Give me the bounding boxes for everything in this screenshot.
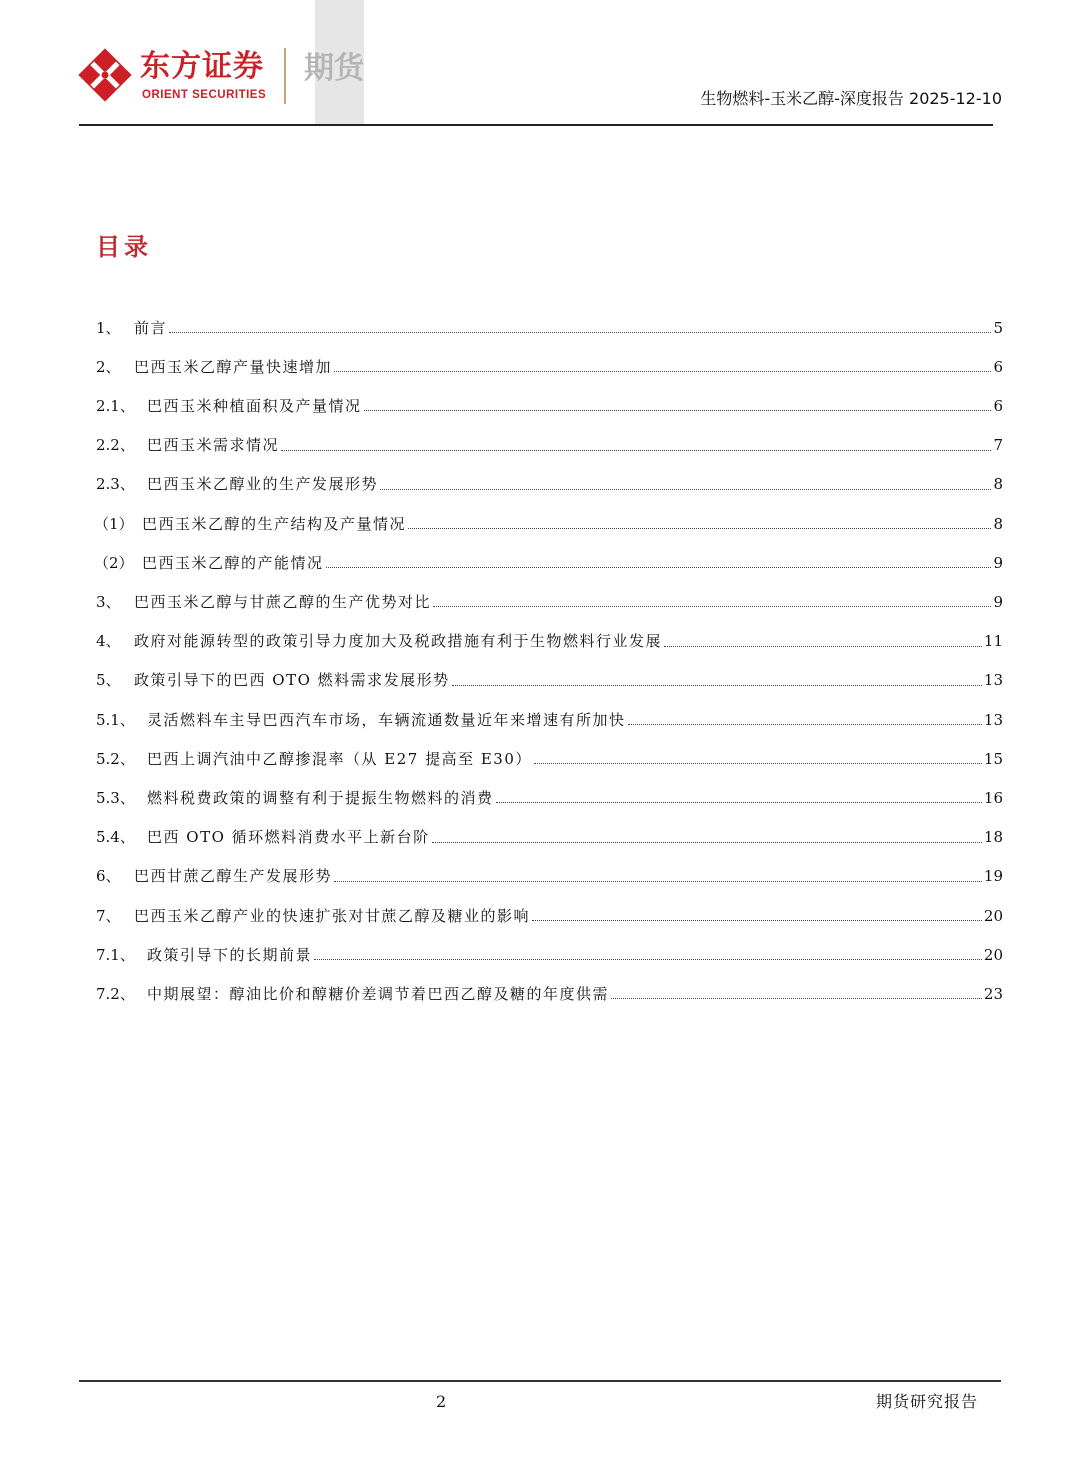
toc-entry-page: 15 (983, 749, 1003, 768)
report-title: 生物燃料-玉米乙醇-深度报告 2025-12-10 (700, 89, 1002, 108)
toc-entry-number: 4、 (96, 632, 121, 651)
toc-entry-title: 前言 (134, 318, 168, 337)
toc-dot-leader (314, 959, 982, 960)
toc-entry-title: 巴西上调汽油中乙醇掺混率（从 E27 提高至 E30） (147, 749, 532, 768)
toc-entry-page: 8 (993, 514, 1003, 533)
toc-entry-number: 5、 (96, 671, 121, 690)
toc-entry[interactable] (96, 582, 1003, 621)
toc-entry-number: （2） (94, 553, 134, 572)
toc-entry-title: 燃料税费政策的调整有利于提振生物燃料的消费 (147, 788, 494, 807)
toc-entry-number: 5.1、 (96, 710, 135, 729)
toc-entry[interactable] (96, 543, 1003, 582)
toc-entry-page: 19 (983, 867, 1003, 886)
toc-entry-page: 7 (993, 436, 1003, 455)
toc-entry-page: 20 (983, 945, 1003, 964)
toc-dot-leader (496, 802, 982, 803)
toc-entry-number: 5.4、 (96, 828, 135, 847)
toc-entry[interactable] (96, 661, 1003, 700)
toc-entry-page: 6 (993, 396, 1003, 415)
toc-entry-title: 巴西玉米乙醇产量快速增加 (134, 357, 333, 376)
toc-entry[interactable] (96, 818, 1003, 857)
toc-entry[interactable] (96, 896, 1003, 935)
toc-entry-title: 政策引导下的长期前景 (147, 945, 313, 964)
header-divider (79, 124, 993, 126)
toc-heading: 目录 (96, 232, 152, 261)
toc-entry-page: 13 (983, 671, 1003, 690)
toc-entry-title: 中期展望：醇油比价和醇糖价差调节着巴西乙醇及糖的年度供需 (147, 984, 610, 1003)
toc-entry-page: 11 (983, 632, 1003, 651)
toc-dot-leader (532, 920, 982, 921)
toc-dot-leader (432, 842, 982, 843)
toc-entry[interactable] (96, 504, 1003, 543)
toc-entry-number: 7.1、 (96, 945, 135, 964)
orient-securities-logo-icon (76, 46, 134, 104)
toc-entry[interactable] (96, 857, 1003, 896)
brand-name-chinese: 东方证券 (140, 49, 264, 84)
toc-dot-leader (364, 410, 992, 411)
toc-entry[interactable] (96, 974, 1003, 1013)
toc-entry-page: 9 (993, 553, 1003, 572)
toc-entry-title: 巴西玉米乙醇与甘蔗乙醇的生产优势对比 (134, 592, 432, 611)
toc-entry-page: 6 (993, 357, 1003, 376)
toc-entry-number: 2、 (96, 357, 121, 376)
toc-entry-number: 2.1、 (96, 396, 135, 415)
toc-entry-number: 1、 (96, 318, 121, 337)
toc-entry-title: 政策引导下的巴西 OTO 燃料需求发展形势 (134, 671, 450, 690)
toc-dot-leader (334, 371, 991, 372)
toc-entry-number: 5.3、 (96, 788, 135, 807)
toc-entry[interactable] (96, 700, 1003, 739)
toc-entry-title: 巴西玉米种植面积及产量情况 (147, 396, 362, 415)
toc-entry[interactable] (96, 739, 1003, 778)
toc-entry-title: 政府对能源转型的政策引导力度加大及税政措施有利于生物燃料行业发展 (134, 632, 663, 651)
toc-entry[interactable] (96, 386, 1003, 425)
footer-divider (79, 1380, 1001, 1382)
brand-divider (284, 48, 286, 104)
toc-entry-title: 巴西玉米需求情况 (147, 436, 280, 455)
toc-entry-title: 巴西 OTO 循环燃料消费水平上新台阶 (147, 828, 430, 847)
toc-entry-title: 巴西玉米乙醇业的生产发展形势 (147, 475, 379, 494)
toc-dot-leader (452, 685, 982, 686)
toc-entry-number: 3、 (96, 592, 121, 611)
toc-dot-leader (534, 763, 982, 764)
toc-entry-page: 20 (983, 906, 1003, 925)
toc-dot-leader (628, 724, 982, 725)
toc-entry-page: 16 (983, 788, 1003, 807)
toc-entry-page: 23 (983, 984, 1003, 1003)
toc-dot-leader (334, 881, 982, 882)
footer-label: 期货研究报告 (875, 1392, 978, 1411)
toc-entry[interactable] (96, 308, 1003, 347)
toc-dot-leader (664, 646, 982, 647)
toc-entry-number: （1） (94, 514, 134, 533)
toc-dot-leader (326, 567, 992, 568)
toc-entry[interactable] (96, 622, 1003, 661)
toc-entry-number: 6、 (96, 867, 121, 886)
brand-name-english: ORIENT SECURITIES (142, 89, 267, 101)
toc-dot-leader (433, 606, 991, 607)
division-label: 期货 (304, 51, 364, 86)
toc-entry-number: 2.2、 (96, 436, 135, 455)
toc-entry-page: 8 (993, 475, 1003, 494)
toc-entry-page: 13 (983, 710, 1003, 729)
toc-entry-title: 巴西甘蔗乙醇生产发展形势 (134, 867, 333, 886)
toc-entry[interactable] (96, 465, 1003, 504)
toc-entry[interactable] (96, 347, 1003, 386)
toc-entry-page: 9 (993, 592, 1003, 611)
toc-dot-leader (281, 450, 991, 451)
toc-entry[interactable] (96, 778, 1003, 817)
toc-entry-number: 5.2、 (96, 749, 135, 768)
toc-entry-title: 巴西玉米乙醇产业的快速扩张对甘蔗乙醇及糖业的影响 (134, 906, 531, 925)
toc-entry-number: 2.3、 (96, 475, 135, 494)
toc-entry[interactable] (96, 935, 1003, 974)
toc-entry-page: 5 (993, 318, 1003, 337)
toc-entry-title: 巴西玉米乙醇的生产结构及产量情况 (142, 514, 407, 533)
toc-entry[interactable] (96, 426, 1003, 465)
page-number: 2 (436, 1392, 447, 1411)
toc-entry-number: 7、 (96, 906, 121, 925)
toc-entry-page: 18 (983, 828, 1003, 847)
toc-dot-leader (169, 332, 991, 333)
toc-entry-number: 7.2、 (96, 984, 135, 1003)
toc-dot-leader (408, 528, 991, 529)
toc-dot-leader (380, 489, 991, 490)
toc-entry-title: 灵活燃料车主导巴西汽车市场，车辆流通数量近年来增速有所加快 (147, 710, 626, 729)
toc-dot-leader (611, 998, 982, 999)
toc-entry-title: 巴西玉米乙醇的产能情况 (142, 553, 324, 572)
